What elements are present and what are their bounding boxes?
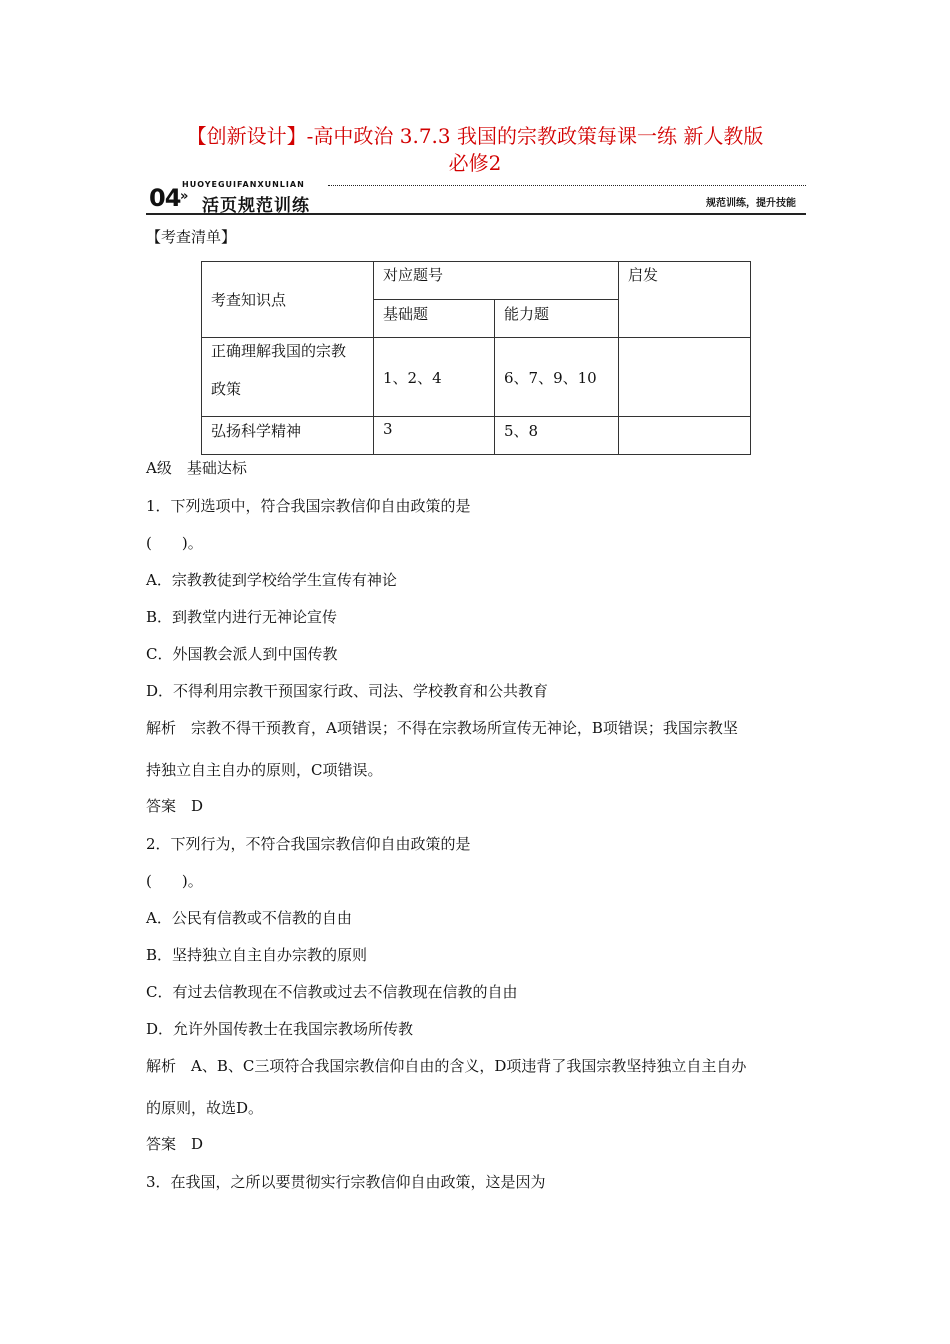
question-1-stem: 1．下列选项中，符合我国宗教信仰自由政策的是 xyxy=(146,497,471,515)
document-title-line1: 【创新设计】-高中政治 3.7.3 我国的宗教政策每课一练 新人教版 xyxy=(186,124,764,148)
table-row xyxy=(202,338,751,417)
question-1-option-d: D．不得利用宗教干预国家行政、司法、学校教育和公共教育 xyxy=(146,682,549,700)
question-1-option-a: A．宗教教徒到学校给学生宣传有神论 xyxy=(146,571,397,589)
question-2-option-a: A．公民有信教或不信教的自由 xyxy=(146,909,352,927)
banner-rule xyxy=(146,213,806,215)
header-knowledge-point: 考查知识点 xyxy=(202,262,374,338)
banner-number: 04 xyxy=(149,184,181,212)
level-heading: A级 基础达标 xyxy=(146,459,247,477)
question-2-option-d: D．允许外国传教士在我国宗教场所传教 xyxy=(146,1020,414,1038)
checklist-heading: 【考查清单】 xyxy=(146,228,237,246)
banner-tagline: 规范训练，提升技能 xyxy=(706,198,796,209)
insight-cell xyxy=(619,338,751,417)
banner-title: 活页规范训练 xyxy=(202,196,310,216)
checklist-table xyxy=(201,261,751,455)
knowledge-point-line: 政策 xyxy=(211,380,242,398)
question-2-stem: 2．下列行为，不符合我国宗教信仰自由政策的是 xyxy=(146,835,471,853)
double-arrow-icon: » xyxy=(180,189,189,204)
ability-cell: 5、8 xyxy=(495,417,619,455)
question-2-analysis-line1: 解析 A、B、C三项符合我国宗教信仰自由的含义，D项违背了我国宗教坚持独立自主自办 xyxy=(146,1057,747,1075)
header-question-numbers: 对应题号 xyxy=(374,262,619,300)
question-2-analysis-line2: 的原则，故选D。 xyxy=(146,1099,264,1117)
section-banner xyxy=(146,180,806,216)
knowledge-point-line: 正确理解我国的宗教 xyxy=(211,342,347,360)
header-basic: 基础题 xyxy=(374,300,495,338)
header-insight: 启发 xyxy=(619,262,751,338)
question-1-analysis-line1: 解析 宗教不得干预教育，A项错误；不得在宗教场所宣传无神论，B项错误；我国宗教坚 xyxy=(146,719,738,737)
question-2-option-b: B．坚持独立自主自办宗教的原则 xyxy=(146,946,368,964)
banner-pinyin: HUOYEGUIFANXUNLIAN xyxy=(182,180,305,189)
basic-cell: 1、2、4 xyxy=(374,338,495,417)
insight-cell xyxy=(619,417,751,455)
header-ability: 能力题 xyxy=(495,300,619,338)
question-1-option-c: C．外国教会派人到中国传教 xyxy=(146,645,338,663)
document-title-line2: 必修2 xyxy=(448,151,502,175)
knowledge-point-cell xyxy=(202,338,374,417)
question-1-answer: 答案 D xyxy=(146,797,204,815)
question-1-option-b: B．到教堂内进行无神论宣传 xyxy=(146,608,338,626)
ability-cell: 6、7、9、10 xyxy=(495,338,619,417)
basic-cell: 3 xyxy=(374,417,495,455)
question-2-answer: 答案 D xyxy=(146,1135,204,1153)
table-row xyxy=(202,417,751,455)
question-2-bracket: ( )。 xyxy=(146,872,203,890)
knowledge-point-cell: 弘扬科学精神 xyxy=(202,417,374,455)
banner-dotted-line xyxy=(328,185,806,186)
question-1-bracket: ( )。 xyxy=(146,534,203,552)
question-3-stem: 3．在我国，之所以要贯彻实行宗教信仰自由政策，这是因为 xyxy=(146,1173,546,1191)
question-1-analysis-line2: 持独立自主自办的原则，C项错误。 xyxy=(146,761,383,779)
question-2-option-c: C．有过去信教现在不信教或过去不信教现在信教的自由 xyxy=(146,983,518,1001)
